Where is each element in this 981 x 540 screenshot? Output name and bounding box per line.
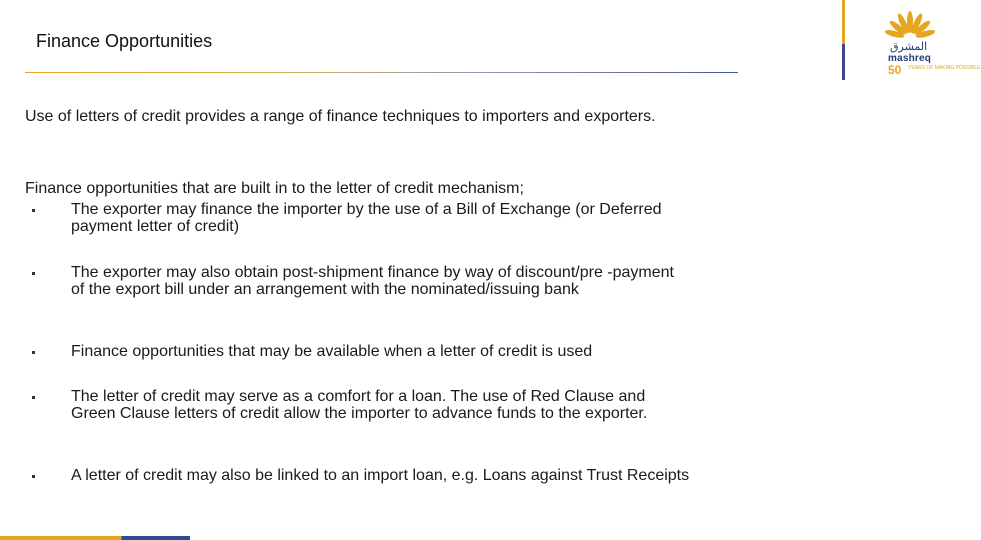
bottom-accent-bar <box>0 536 190 540</box>
bullet-marker-icon <box>32 351 35 354</box>
intro-paragraph: Use of letters of credit provides a range of finance techniques to importers and exporters. <box>25 108 656 125</box>
bullet-marker-icon <box>32 396 35 399</box>
bullet-marker-icon <box>32 272 35 275</box>
bullet-text: The exporter may finance the importer by the use of a Bill of Exchange (or Deferred payment letter of credit) <box>71 201 662 235</box>
bullet-text: The letter of credit may serve as a comfort for a loan. The use of Red Clause and Green Clause letters of credit allow the importer to advance funds to the exporter. <box>71 388 648 422</box>
lead-paragraph: Finance opportunities that are built in to the letter of credit mechanism; <box>25 180 524 197</box>
slide-title: Finance Opportunities <box>36 31 213 51</box>
bullet-text: A letter of credit may also be linked to an import loan, e.g. Loans against Trust Receipts <box>71 467 690 484</box>
bullet-text: The exporter may also obtain post-shipment finance by way of discount/pre -payment of the export bill under an arrangement with the nominated/issuing bank <box>71 264 674 298</box>
logo-anniversary-number: 50 <box>888 63 902 77</box>
logo-divider-bar <box>842 0 845 80</box>
bullet-marker-icon <box>32 475 35 478</box>
title-underline <box>25 72 738 73</box>
sunburst-icon <box>870 8 950 42</box>
logo-anniversary-text: YEARS OF MAKING POSSIBLE <box>908 65 981 71</box>
logo-wordmark: mashreq <box>888 53 932 64</box>
bullet-text: Finance opportunities that may be available when a letter of credit is used <box>71 343 593 360</box>
logo-arabic-text: المشرق <box>890 40 928 53</box>
mashreq-logo <box>870 8 981 82</box>
bullet-marker-icon <box>32 209 35 212</box>
